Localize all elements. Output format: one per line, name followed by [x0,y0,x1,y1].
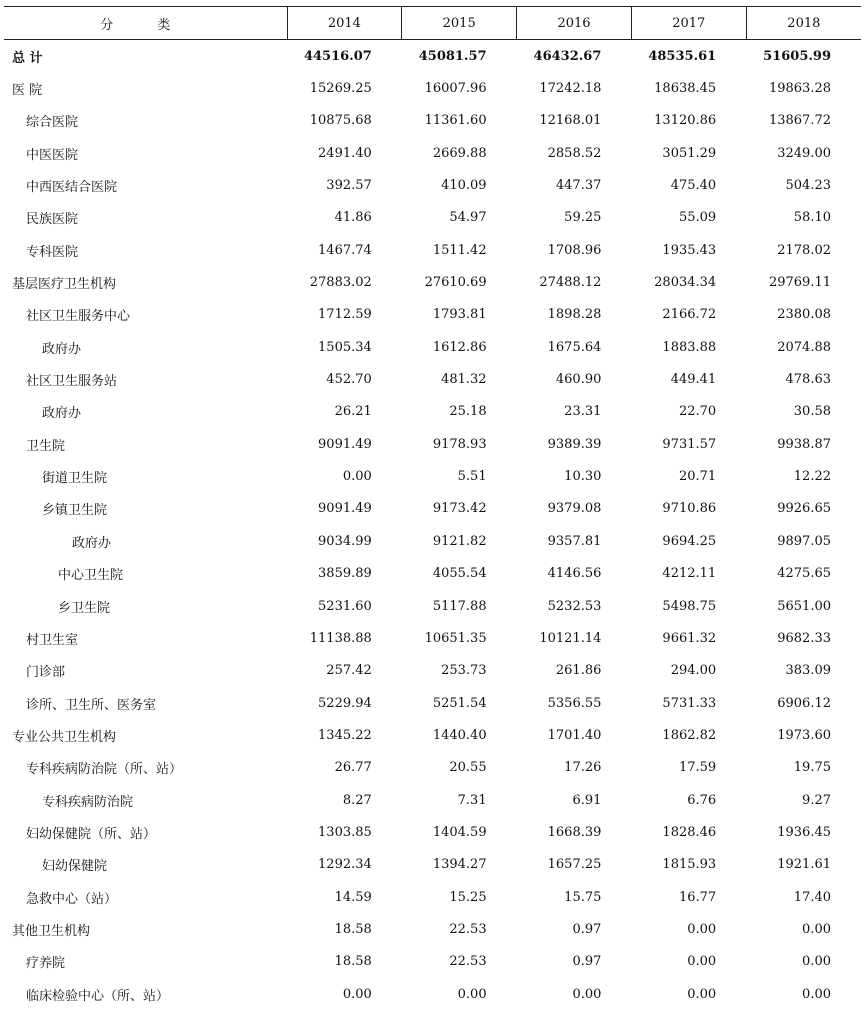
cell-value: 0.00 [457,986,487,1002]
cell-value: 1793.81 [432,307,487,323]
cell-value: 15.75 [564,889,602,905]
row-label: 政府办 [42,406,82,422]
cell-value: 5651.00 [777,598,831,614]
row-label: 社区卫生服务中心 [26,309,131,325]
header-year-2018: 2018 [746,7,861,40]
table-row [4,202,861,234]
cell-value: 2858.52 [547,145,602,161]
cell-value: 5232.53 [547,598,602,614]
row-label: 乡卫生院 [58,600,111,616]
cell-value: 48535.61 [648,48,717,64]
row-label: 专科医院 [26,244,79,260]
table-row [4,266,861,298]
row-label: 诊所、卫生所、医务室 [26,697,157,713]
cell-value: 1936.45 [777,824,831,840]
header-year-2017: 2017 [631,7,746,40]
row-label: 街道卫生院 [42,471,108,487]
cell-value: 1404.59 [432,824,487,840]
cell-value: 7.31 [457,792,487,808]
cell-value: 19.75 [793,760,831,776]
table-row [4,234,861,266]
row-label: 中心卫生院 [58,568,124,584]
table-row [4,525,861,557]
cell-value: 4275.65 [777,566,831,582]
cell-value: 9938.87 [777,436,831,452]
table-row [4,105,861,137]
row-label: 社区卫生服务站 [26,374,118,390]
cell-value: 1921.61 [777,857,831,873]
table-row [4,978,861,1010]
table-row [4,590,861,622]
row-label: 急救中心（站） [26,891,118,907]
table-row [4,622,861,654]
cell-value: 5356.55 [547,695,602,711]
cell-value: 6.76 [687,792,717,808]
cell-value: 9731.57 [662,436,717,452]
cell-value: 0.00 [687,954,717,970]
row-label: 民族医院 [26,212,79,228]
cell-value: 9661.32 [662,630,717,646]
row-label: 门诊部 [26,665,66,681]
cell-value: 10875.68 [309,113,372,129]
row-label: 临床检验中心（所、站） [26,988,170,1004]
row-label: 基层医疗卫生机构 [12,277,117,293]
cell-value: 1505.34 [318,339,372,355]
cell-value: 18.58 [334,921,372,937]
row-label: 专科疾病防治院（所、站） [26,762,183,778]
cell-value: 54.97 [449,210,487,226]
table-row [4,299,861,331]
table-row [4,137,861,169]
row-label: 其他卫生机构 [12,923,91,939]
cell-value: 1712.59 [318,307,372,323]
cell-value: 2491.40 [318,145,372,161]
cell-value: 17.40 [793,889,831,905]
cell-value: 41.86 [334,210,372,226]
cell-value: 9379.08 [547,501,602,517]
header-year-2016: 2016 [517,7,632,40]
cell-value: 9091.49 [318,436,372,452]
cell-value: 5251.54 [432,695,487,711]
table-row [4,169,861,201]
cell-value: 26.21 [334,404,372,420]
cell-value: 1612.86 [432,339,487,355]
cell-value: 9710.86 [662,501,717,517]
cell-value: 481.32 [441,372,487,388]
table-row [4,558,861,590]
cell-value: 0.00 [802,986,831,1002]
row-label: 专业公共卫生机构 [12,729,117,745]
cell-value: 28034.34 [654,275,717,291]
cell-value: 0.00 [802,921,831,937]
cell-value: 2166.72 [662,307,717,323]
row-label: 政府办 [42,341,82,357]
cell-value: 410.09 [441,178,487,194]
cell-value: 20.71 [678,469,717,485]
cell-value: 1935.43 [662,242,717,258]
cell-value: 1862.82 [662,727,717,743]
cell-value: 55.09 [678,210,717,226]
cell-value: 5231.60 [318,598,372,614]
cell-value: 59.25 [564,210,602,226]
cell-value: 12168.01 [539,113,602,129]
header-category: 分 类 [4,7,287,40]
cell-value: 3051.29 [662,145,717,161]
cell-value: 9389.39 [547,436,602,452]
table-row [4,655,861,687]
cell-value: 9682.33 [777,630,831,646]
cell-value: 30.58 [793,404,831,420]
cell-value: 9178.93 [432,436,487,452]
cell-value: 17.26 [564,760,602,776]
cell-value: 14.59 [334,889,372,905]
cell-value: 504.23 [785,178,831,194]
table-row [4,72,861,104]
cell-value: 4212.11 [662,566,717,582]
cell-value: 1701.40 [547,727,602,743]
cell-value: 23.31 [564,404,602,420]
row-label: 中西医结合医院 [26,180,118,196]
cell-value: 1511.42 [432,242,487,258]
row-label: 疗养院 [26,956,66,972]
cell-value: 253.73 [441,663,487,679]
cell-value: 11138.88 [309,630,372,646]
cell-value: 1394.27 [432,857,487,873]
cell-value: 4146.56 [547,566,602,582]
cell-value: 0.00 [687,921,717,937]
cell-value: 45081.57 [418,48,487,64]
cell-value: 15269.25 [309,81,372,97]
cell-value: 5117.88 [432,598,487,614]
table-row [4,428,861,460]
cell-value: 10651.35 [424,630,487,646]
cell-value: 29769.11 [768,275,831,291]
table-row [4,687,861,719]
cell-value: 2669.88 [432,145,487,161]
cell-value: 0.00 [342,469,372,485]
table-row [4,40,861,73]
cell-value: 2380.08 [777,307,831,323]
cell-value: 0.97 [572,954,602,970]
cell-value: 1345.22 [318,727,372,743]
row-label: 妇幼保健院 [42,859,108,875]
cell-value: 1973.60 [777,727,831,743]
cell-value: 18.58 [334,954,372,970]
table-body [4,40,861,1011]
cell-value: 44516.07 [303,48,372,64]
cell-value: 9121.82 [432,533,487,549]
cell-value: 25.18 [449,404,487,420]
cell-value: 5498.75 [662,598,717,614]
cell-value: 1675.64 [547,339,602,355]
cell-value: 1883.88 [662,339,717,355]
cell-value: 0.00 [687,986,717,1002]
cell-value: 1303.85 [318,824,372,840]
cell-value: 449.41 [670,372,717,388]
cell-value: 9897.05 [777,533,831,549]
header-year-2015: 2015 [402,7,517,40]
table-row [4,396,861,428]
cell-value: 2074.88 [777,339,831,355]
row-label: 中医医院 [26,147,79,163]
table-row [4,331,861,363]
cell-value: 8.27 [342,792,372,808]
table-row [4,460,861,492]
row-label: 医 院 [12,83,43,99]
cell-value: 0.00 [342,986,372,1002]
table-row [4,784,861,816]
cell-value: 5.51 [457,469,487,485]
cell-value: 6.91 [572,792,602,808]
cell-value: 22.70 [678,404,717,420]
table-row [4,752,861,784]
cell-value: 261.86 [555,663,602,679]
cell-value: 13120.86 [654,113,717,129]
cell-value: 452.70 [326,372,372,388]
cell-value: 460.90 [555,372,602,388]
row-label: 乡镇卫生院 [42,503,108,519]
cell-value: 1668.39 [547,824,602,840]
cell-value: 1292.34 [318,857,372,873]
cell-value: 1657.25 [547,857,602,873]
cell-value: 51605.99 [763,48,831,64]
cell-value: 9357.81 [547,533,602,549]
row-label: 村卫生室 [26,632,79,648]
cell-value: 1898.28 [547,307,602,323]
table-row [4,881,861,913]
cell-value: 1708.96 [547,242,602,258]
cell-value: 6906.12 [777,695,831,711]
cell-value: 0.97 [572,921,602,937]
header-year-2014: 2014 [287,7,402,40]
table-row [4,363,861,395]
cell-value: 19863.28 [768,81,831,97]
row-label: 妇幼保健院（所、站） [26,826,157,842]
cell-value: 20.55 [449,760,487,776]
cell-value: 13867.72 [768,113,831,129]
cell-value: 26.77 [334,760,372,776]
cell-value: 15.25 [449,889,487,905]
cell-value: 27883.02 [309,275,372,291]
cell-value: 9.27 [802,792,831,808]
row-label: 卫生院 [26,438,66,454]
cell-value: 12.22 [793,469,831,485]
table-row [4,946,861,978]
cell-value: 5229.94 [318,695,372,711]
cell-value: 10.30 [564,469,602,485]
cell-value: 0.00 [802,954,831,970]
table-row [4,816,861,848]
cell-value: 27488.12 [539,275,602,291]
table-row [4,493,861,525]
cell-value: 17.59 [678,760,717,776]
cell-value: 9173.42 [432,501,487,517]
row-label: 政府办 [72,535,112,551]
cell-value: 1440.40 [432,727,487,743]
cell-value: 22.53 [449,954,487,970]
cell-value: 257.42 [326,663,372,679]
cell-value: 9091.49 [318,501,372,517]
cell-value: 1828.46 [662,824,717,840]
statistics-table-container [4,0,861,1010]
cell-value: 18638.45 [654,81,717,97]
header-row [4,7,861,40]
cell-value: 447.37 [555,178,602,194]
cell-value: 22.53 [449,921,487,937]
cell-value: 0.00 [572,986,602,1002]
cell-value: 11361.60 [424,113,487,129]
cell-value: 294.00 [670,663,717,679]
table-row [4,719,861,751]
statistics-table [4,6,861,1010]
cell-value: 27610.69 [424,275,487,291]
cell-value: 9926.65 [777,501,831,517]
cell-value: 58.10 [793,210,831,226]
cell-value: 46432.67 [533,48,602,64]
cell-value: 17242.18 [539,81,602,97]
cell-value: 9034.99 [318,533,372,549]
cell-value: 2178.02 [777,242,831,258]
cell-value: 9694.25 [662,533,717,549]
cell-value: 16007.96 [424,81,487,97]
cell-value: 392.57 [326,178,372,194]
row-label: 总 计 [12,50,43,66]
cell-value: 3859.89 [318,566,372,582]
table-row [4,913,861,945]
table-row [4,849,861,881]
cell-value: 3249.00 [777,145,831,161]
cell-value: 10121.14 [539,630,602,646]
cell-value: 1815.93 [662,857,717,873]
table-header [4,7,861,40]
cell-value: 5731.33 [662,695,717,711]
cell-value: 4055.54 [432,566,487,582]
row-label: 综合医院 [26,115,79,131]
cell-value: 383.09 [785,663,831,679]
cell-value: 16.77 [678,889,717,905]
cell-value: 478.63 [785,372,831,388]
row-label: 专科疾病防治院 [42,794,134,810]
cell-value: 475.40 [670,178,717,194]
cell-value: 1467.74 [318,242,372,258]
